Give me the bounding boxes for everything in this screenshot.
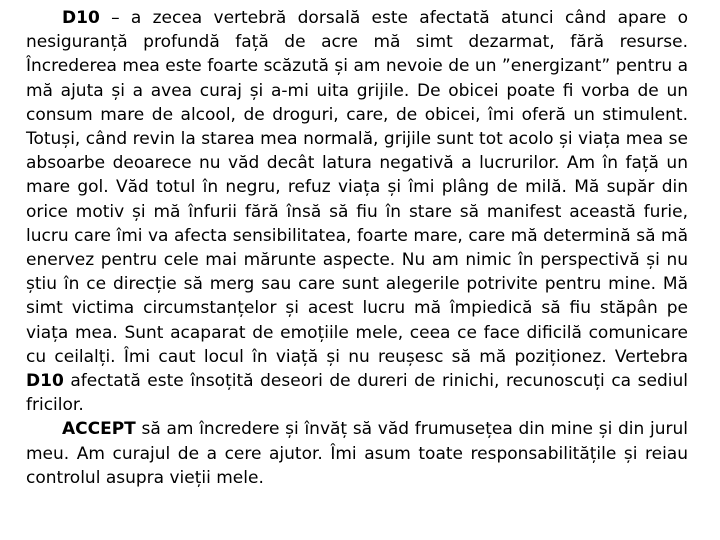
paragraph-text: afectată este însoțită deseori de dureri de rinichi, recunoscuți ca sediul fricilor. — [26, 371, 688, 416]
paragraph-text: – a zecea vertebră dorsală este afectată atunci când apare o nesiguranță profundă față de acre mă simt dezarmat, fără resurse. Încrederea mea este foarte scăzută și am nevoie de un ”energizant” pentru a mă ajuta și a avea curaj și a-mi uita grijile. De obicei poate fi vorba de un consum mare de alcool, de droguri, care, de obicei, îmi oferă un stimulent. Totuși, când revin la starea mea normală, grijile sunt tot acolo și viața mea se absoarbe deoarece nu văd decât latura negativă a lucrurilor. Am în față un mare gol. Văd totul în negru, refuz viața și îmi plâng de milă. Mă supăr din orice motiv și mă înfurii fără însă să fiu în stare să manifest această furie, lucru care îmi va afecta sensibilitatea, foarte mare, care mă determină să mă enervez pentru cele mai mărunte aspecte. Nu am nimic în perspectivă și nu știu în ce direcție să merg sau care sunt alegerile potrivite pentru mine. Mă simt victima circumstanțelor și acest lucru mă împiedică să fiu stăpân pe viața mea. Sunt acaparat de emoțiile mele, ceea ce face dificilă comunicare cu ceilalți. Îmi caut locul în viață și nu reușesc să mă poziționez. Vertebra — [26, 8, 688, 367]
vertebra-code-label: D10 — [26, 371, 64, 392]
paragraph-text: să am încredere și învăț să văd frumusețea din mine și din jurul meu. Am curajul de a cere ajutor. Îmi asum toate responsabilitățile și reiau controlul asupra vieții mele. — [26, 419, 688, 488]
paragraph-accept-affirmation — [26, 417, 688, 490]
paragraph-d10-description — [26, 6, 688, 417]
vertebra-code-label: D10 — [62, 8, 100, 28]
accept-label: ACCEPT — [62, 419, 136, 440]
